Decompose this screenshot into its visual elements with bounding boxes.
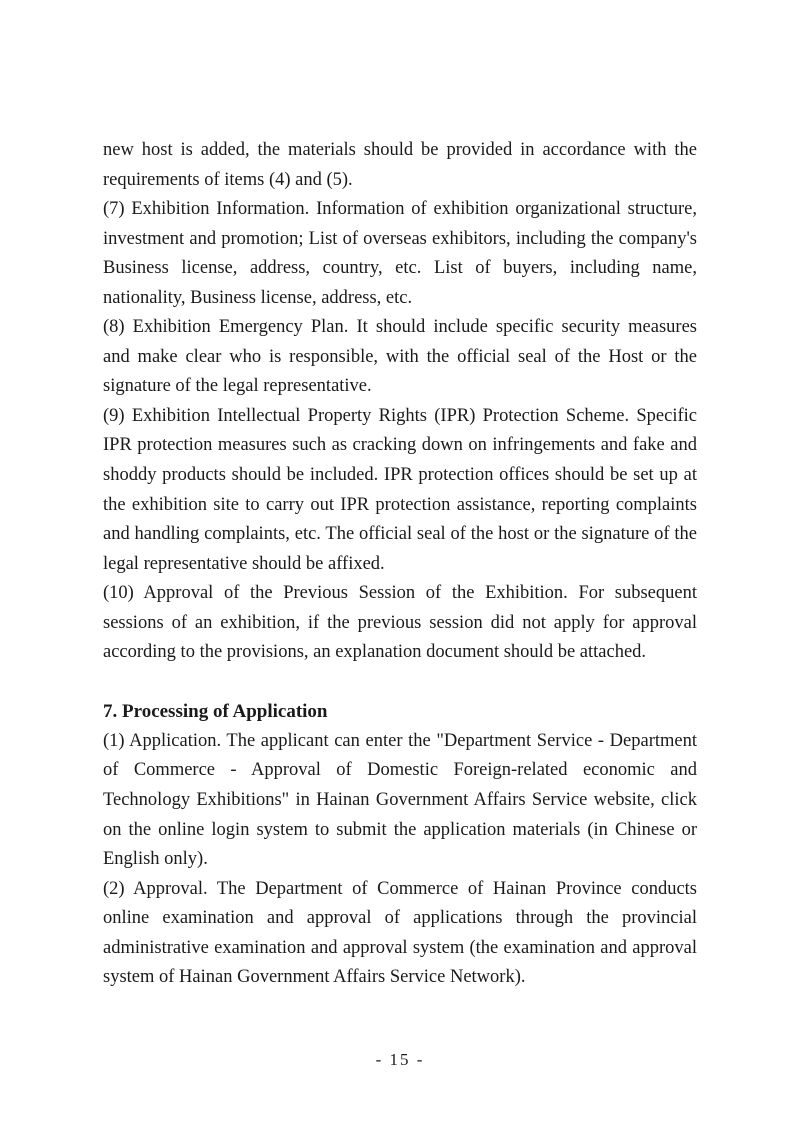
section-heading-processing-of-application: 7. Processing of Application: [103, 701, 328, 723]
paragraph-item-1: (1) Application. The applicant can enter the "Department Service - Department of Commerce - Approval of Domestic Foreign-related economic and Technology Exhibitions" in Hainan Government Affairs Service website, click on the online login system to submit the application materials (in Chinese or English only).: [103, 730, 697, 870]
paragraph-item-8: (8) Exhibition Emergency Plan. It should include specific security measures and make clear who is responsible, with the official seal of the Host or the signature of the legal representative.: [103, 317, 697, 397]
paragraph-item-9: (9) Exhibition Intellectual Property Rights (IPR) Protection Scheme. Specific IPR protection measures such as cracking down on infringements and fake and shoddy products should be included. IPR protection offices should be set up at the exhibition site to carry out IPR protection assistance, reporting complaints and handling complaints, etc. The official seal of the host or the signature of the legal representative should be affixed.: [103, 405, 697, 574]
paragraph-item-10: (10) Approval of the Previous Session of the Exhibition. For subsequent sessions of an exhibition, if the previous session did not apply for approval according to the provisions, an explanation document should be attached.: [103, 583, 697, 663]
document-body: [103, 136, 697, 993]
paragraph-continuation: new host is added, the materials should be provided in accordance with the requirements of items (4) and (5).: [103, 140, 697, 190]
page-number: - 15 -: [375, 1050, 425, 1069]
paragraph-item-2: (2) Approval. The Department of Commerce of Hainan Province conducts online examination and approval of applications through the provincial administrative examination and approval system (the examination and approval system of Hainan Government Affairs Service Network).: [103, 878, 697, 988]
paragraph-item-7: (7) Exhibition Information. Information of exhibition organizational structure, investment and promotion; List of overseas exhibitors, including the company's Business license, address, country, etc. List of buyers, including name, nationality, Business license, address, etc.: [103, 199, 697, 308]
